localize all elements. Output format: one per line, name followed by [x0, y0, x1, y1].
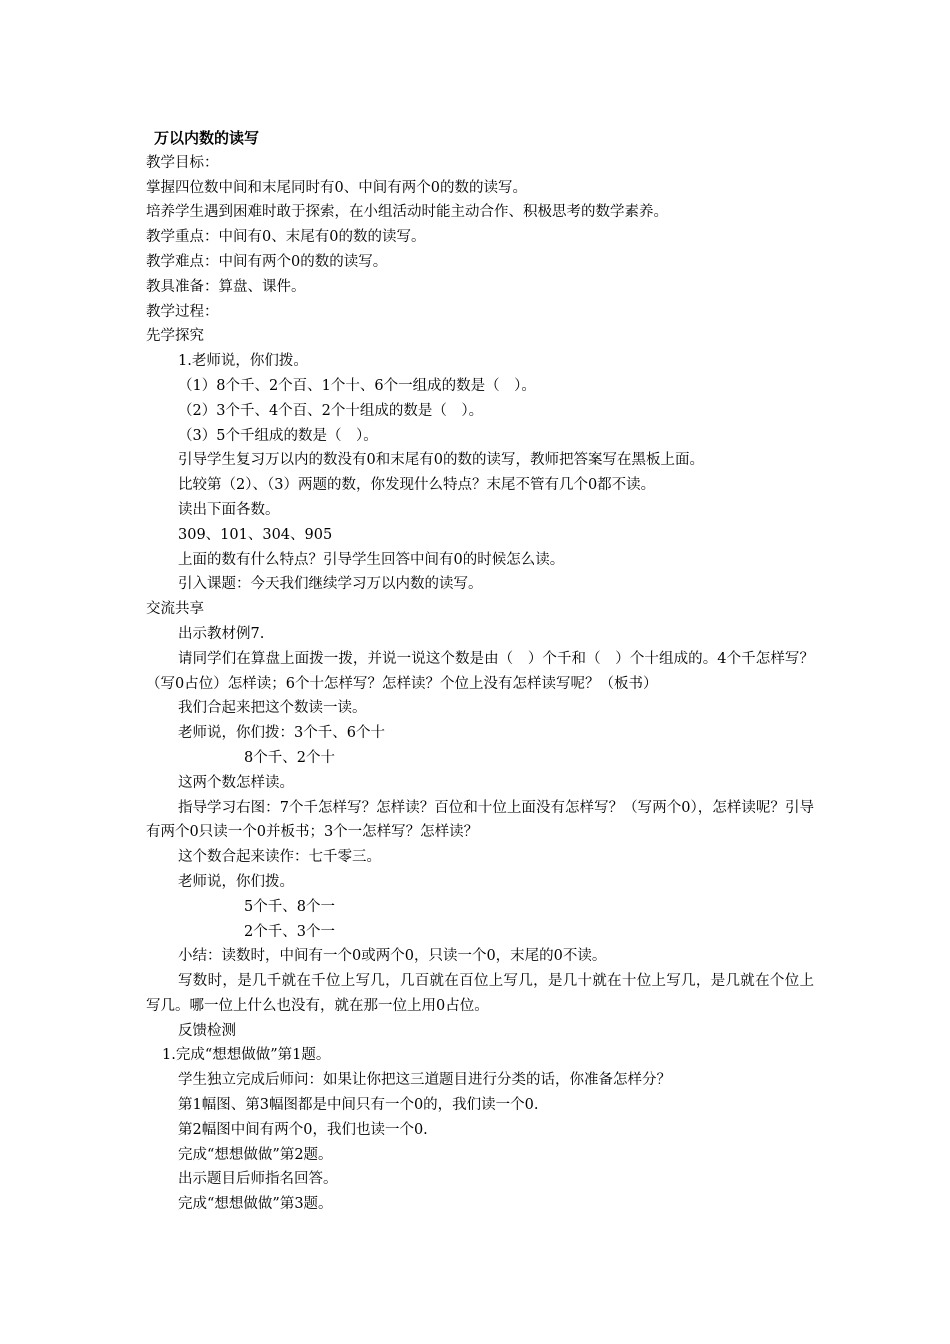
text-line: 完成“想想做做”第3题。 [178, 1196, 333, 1213]
text-line: （2）3个千、4个百、2个十组成的数是（ ）。 [178, 402, 484, 419]
section-heading-explore: 先学探究 [146, 328, 204, 345]
text-line: 引入课题：今天我们继续学习万以内数的读写。 [178, 576, 483, 593]
text-line: 出示教材例7. [178, 625, 265, 642]
text-line: 我们合起来把这个数读一读。 [178, 700, 367, 717]
text-line: 第1幅图、第3幅图都是中间只有一个0的，我们读一个0. [178, 1097, 539, 1114]
text-line: 1.完成“想想做做”第1题。 [162, 1047, 331, 1064]
text-line: 1.老师说，你们拨。 [178, 353, 308, 370]
text-line: 8个千、2个十 [244, 749, 335, 766]
section-heading-feedback: 反馈检测 [178, 1022, 236, 1039]
text-line: 读出下面各数。 [178, 501, 280, 518]
text-line: 老师说，你们拨：3个千、6个十 [178, 725, 385, 742]
text-line: 这两个数怎样读。 [178, 774, 294, 791]
text-line: 这个数合起来读作：七千零三。 [178, 849, 381, 866]
text-paragraph: 写数时，是几千就在千位上写几，几百就在百位上写几，是几十就在十位上写几，是几就在个位上写几。哪一位上什么也没有，就在那一位上用0占位。 [146, 973, 814, 1014]
materials-line: 教具准备：算盘、课件。 [146, 278, 306, 295]
text-line: 2个千、3个一 [244, 923, 335, 940]
section-heading-objectives: 教学目标： [146, 154, 219, 171]
text-line: 老师说，你们拨。 [178, 873, 294, 890]
text-line: 5个千、8个一 [244, 898, 335, 915]
text-line: 上面的数有什么特点？引导学生回答中间有0的时候怎么读。 [178, 551, 565, 568]
difficulty-line: 教学难点：中间有两个0的数的读写。 [146, 253, 388, 270]
text-line: 小结：读数时，中间有一个0或两个0，只读一个0，末尾的0不读。 [178, 948, 607, 965]
text-line: 引导学生复习万以内的数没有0和末尾有0的数的读写，教师把答案写在黑板上面。 [178, 452, 704, 469]
key-point-line: 教学重点：中间有0、末尾有0的数的读写。 [146, 229, 426, 246]
text-line: 学生独立完成后师问：如果让你把这三道题目进行分类的话，你准备怎样分？ [178, 1072, 671, 1089]
text-line: （1）8个千、2个百、1个十、6个一组成的数是（ ）。 [178, 377, 536, 394]
text-line: 比较第（2）、（3）两题的数，你发现什么特点？末尾不管有几个0都不读。 [178, 477, 656, 494]
section-heading-process: 教学过程： [146, 303, 219, 320]
text-line: （3）5个千组成的数是（ ）。 [178, 427, 378, 444]
text-line: 第2幅图中间有两个0，我们也读一个0. [178, 1121, 428, 1138]
document-title: 万以内数的读写 [154, 129, 260, 147]
objective-line-2: 培养学生遇到困难时敢于探索，在小组活动时能主动合作、积极思考的数学素养。 [146, 204, 668, 221]
document-page [146, 126, 814, 1217]
section-heading-share: 交流共享 [146, 601, 204, 618]
text-line: 309、101、304、905 [178, 526, 333, 543]
text-line: 完成“想想做做”第2题。 [178, 1146, 333, 1163]
text-paragraph: 指导学习右图：7个千怎样写？怎样读？百位和十位上面没有怎样写？（写两个0），怎样读呢？引导有两个0只读一个0并板书；3个一怎样写？怎样读？ [146, 799, 814, 841]
text-line: 出示题目后师指名回答。 [178, 1171, 338, 1188]
objective-line-1: 掌握四位数中间和末尾同时有0、中间有两个0的数的读写。 [146, 179, 527, 196]
text-paragraph: 请同学们在算盘上面拨一拨，并说一说这个数是由（ ）个千和（ ）个十组成的。4个千怎样写？（写0占位）怎样读；6个十怎样写？怎样读？个位上没有怎样读写呢？（板书） [146, 650, 814, 692]
